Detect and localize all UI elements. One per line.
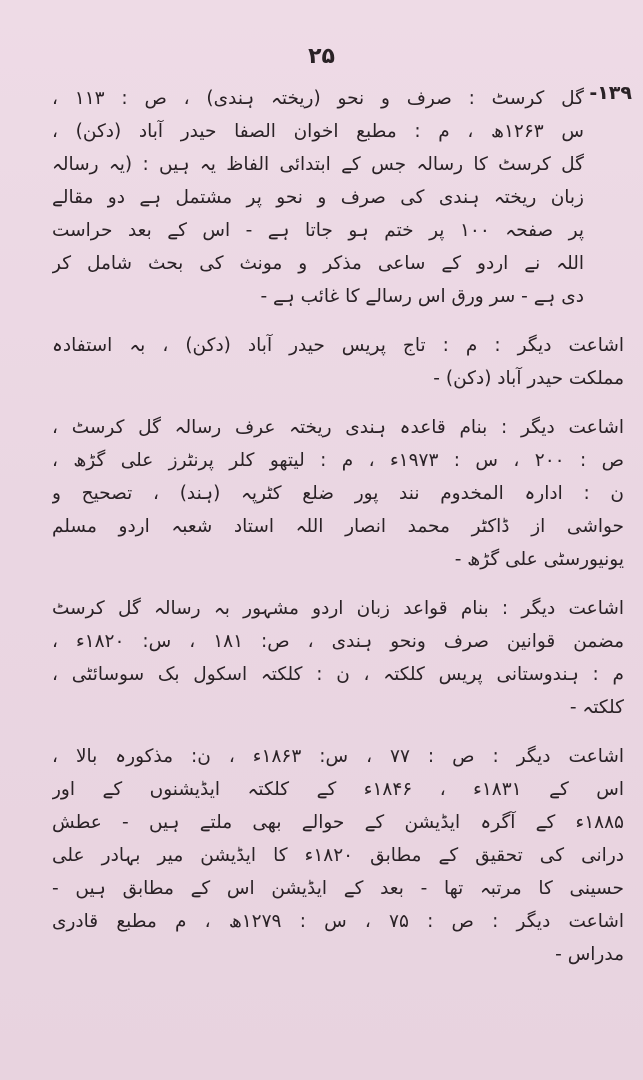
entry-line: س ۱۲۶۳ھ ، م : مطبع اخوان الصفا حیدر آباد (دکن) ، [52,121,585,142]
edition-line: اشاعت دیگر : بنام قواعد زبان اردو مشہور بہ رسالہ گل کرسٹ [52,598,624,619]
entry-line: گل کرسٹ : صرف و نحو (ریختہ ہندی) ، ص : ۱۱۳ ، [52,88,584,109]
edition-line: مضمن قوانین صرف ونحو ہندی ، ص: ۱۸۱ ، س: ۱۸۲۰ء ، [52,631,624,652]
edition-line: اشاعت دیگر : م : تاج پریس حیدر آباد (دکن) ، بہ استفادہ [52,335,624,356]
entry-line: اللہ نے اردو کے ساعی مذکر و مونث کی بحث شامل کر [52,253,584,274]
entry-line: زبان ریختہ ہندی کی صرف و نحو پر مشتمل ہے دو مقالے [52,187,584,208]
edition-paragraph [52,740,624,971]
edition-line: اشاعت دیگر : بنام قاعدہ ہندی ریختہ عرف رسالہ گل کرسٹ ، [52,417,624,438]
edition-line: درانی کی تحقیق کے مطابق ۱۸۲۰ء کا ایڈیشن میر بہادر علی [52,845,624,866]
edition-line: اشاعت دیگر : ص : ۷۵ ، س : ۱۲۷۹ھ ، م مطبع قادری [52,911,624,932]
edition-line: یونیورسٹی علی گڑھ - [454,549,624,570]
edition-line: مملکت حیدر آباد (دکن) - [433,368,624,389]
edition-line: م : ہندوستانی پریس کلکتہ ، ن : کلکتہ اسکول بک سوسائٹی ، [52,664,624,685]
edition-line: اشاعت دیگر : ص : ۷۷ ، س: ۱۸۶۳ء ، ن: مذکورہ بالا ، [52,746,624,767]
page-content [52,82,632,987]
edition-line: مدراس - [555,944,624,965]
edition-line: اس کے ۱۸۳۱ء ، ۱۸۴۶ء کے کلکتہ ایڈیشنوں کے اور [52,779,624,800]
edition-line: ۱۸۸۵ء کے آگرہ ایڈیشن کے حوالے بھی ملتے ہیں - عطش [52,812,624,833]
entry-line: گل کرسٹ کا رسالہ جس کے ابتدائی الفاظ یہ ہیں : (یہ رسالہ [52,154,584,175]
edition-paragraph [52,592,624,724]
entry-number: ۱۳۹- [589,82,632,104]
edition-line: ص : ۲۰۰ ، س : ۱۹۷۳ء ، م : لیتھو کلر پرنٹرز علی گڑھ ، [52,450,624,471]
edition-line: حسینی کا مرتبہ تھا - بعد کے ایڈیشن اس کے مطابق ہیں - [52,878,624,899]
edition-line: حواشی از ڈاکٹر محمد انصار اللہ استاد شعبہ اردو مسلم [52,516,624,537]
page-number: ۲۵ [308,44,335,69]
entry-139 [52,82,632,313]
edition-line: کلکتہ - [569,697,624,718]
entry-line: دی ہے - سر ورق اس رسالے کا غائب ہے - [260,286,584,307]
edition-paragraph [52,411,624,576]
edition-paragraph [52,329,624,395]
entry-line: پر صفحہ ۱۰۰ پر ختم ہو جاتا ہے - اس کے بعد حراست [52,220,584,241]
edition-line: ن : ادارہ المخدوم نند پور ضلع کٹرپہ (ہند) ، تصحیح و [52,483,624,504]
